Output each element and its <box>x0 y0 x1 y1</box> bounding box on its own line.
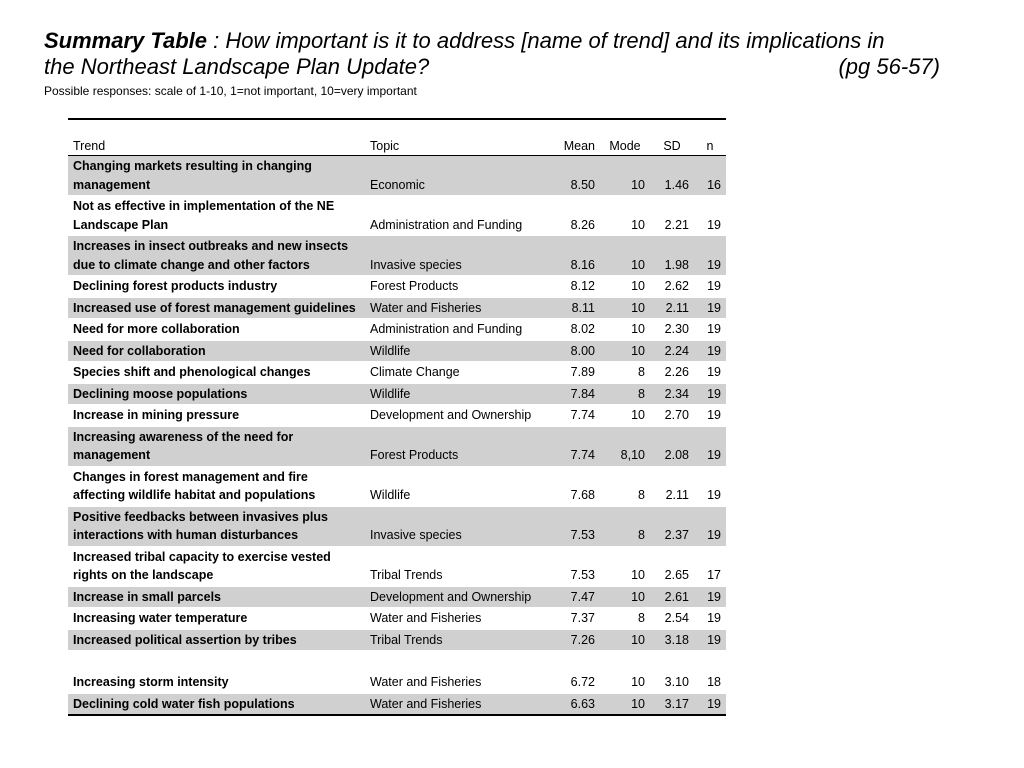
cell-topic: Administration and Funding <box>365 196 550 236</box>
cell-n: 19 <box>694 693 726 715</box>
cell-trend: Need for more collaboration <box>68 319 365 341</box>
cell-n: 19 <box>694 506 726 546</box>
cell-sd: 3.17 <box>650 693 694 715</box>
cell-n: 18 <box>694 672 726 694</box>
cell-n: 19 <box>694 319 726 341</box>
cell-topic: Water and Fisheries <box>365 693 550 715</box>
gap-cell <box>68 651 726 672</box>
table-row <box>68 156 726 196</box>
cell-trend: Species shift and phenological changes <box>68 362 365 384</box>
title-line-2 <box>44 54 940 80</box>
summary-table <box>68 118 726 716</box>
cell-n: 19 <box>694 196 726 236</box>
table-row <box>68 506 726 546</box>
cell-sd: 2.62 <box>650 276 694 298</box>
table-row <box>68 672 726 694</box>
column-header-topic: Topic <box>365 119 550 156</box>
table-row <box>68 693 726 715</box>
cell-sd: 2.65 <box>650 546 694 586</box>
cell-topic: Administration and Funding <box>365 319 550 341</box>
cell-mode: 10 <box>600 276 650 298</box>
table-row <box>68 319 726 341</box>
cell-mode: 10 <box>600 236 650 276</box>
cell-sd: 2.70 <box>650 405 694 427</box>
cell-trend: Increasing water temperature <box>68 608 365 630</box>
cell-mean: 6.72 <box>550 672 600 694</box>
table-row <box>68 362 726 384</box>
cell-n: 19 <box>694 236 726 276</box>
cell-topic: Water and Fisheries <box>365 672 550 694</box>
cell-topic: Wildlife <box>365 340 550 362</box>
cell-trend: Increase in small parcels <box>68 586 365 608</box>
cell-mean: 8.00 <box>550 340 600 362</box>
cell-mean: 7.37 <box>550 608 600 630</box>
title-question-continued: the Northeast Landscape Plan Update? <box>44 54 430 79</box>
cell-sd: 2.21 <box>650 196 694 236</box>
table-row <box>68 426 726 466</box>
cell-n: 19 <box>694 466 726 506</box>
cell-sd: 2.54 <box>650 608 694 630</box>
table-row <box>68 405 726 427</box>
cell-n: 19 <box>694 608 726 630</box>
cell-trend: Not as effective in implementation of the NE Landscape Plan <box>68 196 365 236</box>
cell-trend: Declining forest products industry <box>68 276 365 298</box>
cell-mode: 8 <box>600 506 650 546</box>
cell-n: 19 <box>694 426 726 466</box>
cell-mean: 8.12 <box>550 276 600 298</box>
cell-trend: Positive feedbacks between invasives plus interactions with human disturbances <box>68 506 365 546</box>
cell-mean: 8.50 <box>550 156 600 196</box>
cell-topic: Water and Fisheries <box>365 608 550 630</box>
table-row <box>68 629 726 651</box>
cell-mean: 8.11 <box>550 297 600 319</box>
cell-n: 19 <box>694 405 726 427</box>
table-row <box>68 608 726 630</box>
cell-topic: Economic <box>365 156 550 196</box>
cell-topic: Tribal Trends <box>365 629 550 651</box>
subtitle: Possible responses: scale of 1-10, 1=not important, 10=very important <box>44 84 417 98</box>
cell-mode: 8 <box>600 466 650 506</box>
cell-trend: Increased use of forest management guidelines <box>68 297 365 319</box>
cell-sd: 3.18 <box>650 629 694 651</box>
cell-sd: 2.61 <box>650 586 694 608</box>
table-row <box>68 383 726 405</box>
page-reference: (pg 56-57) <box>838 54 940 79</box>
cell-trend: Increased political assertion by tribes <box>68 629 365 651</box>
cell-sd: 2.30 <box>650 319 694 341</box>
cell-topic: Climate Change <box>365 362 550 384</box>
cell-n: 19 <box>694 383 726 405</box>
cell-sd: 1.98 <box>650 236 694 276</box>
summary-table-container <box>68 118 726 716</box>
cell-sd: 1.46 <box>650 156 694 196</box>
cell-trend: Need for collaboration <box>68 340 365 362</box>
cell-mode: 10 <box>600 340 650 362</box>
cell-mean: 7.74 <box>550 405 600 427</box>
cell-sd: 2.24 <box>650 340 694 362</box>
cell-n: 19 <box>694 297 726 319</box>
cell-mode: 8 <box>600 608 650 630</box>
cell-n: 19 <box>694 362 726 384</box>
table-row <box>68 276 726 298</box>
cell-mean: 6.63 <box>550 693 600 715</box>
cell-topic: Invasive species <box>365 506 550 546</box>
table-row <box>68 586 726 608</box>
cell-trend: Changing markets resulting in changing management <box>68 156 365 196</box>
table-row <box>68 236 726 276</box>
column-header-trend: Trend <box>68 119 365 156</box>
cell-mode: 8 <box>600 383 650 405</box>
cell-mean: 7.53 <box>550 506 600 546</box>
cell-mode: 10 <box>600 629 650 651</box>
cell-n: 19 <box>694 629 726 651</box>
cell-topic: Development and Ownership <box>365 586 550 608</box>
cell-topic: Wildlife <box>365 383 550 405</box>
cell-mode: 10 <box>600 319 650 341</box>
cell-mode: 10 <box>600 405 650 427</box>
column-header-n: n <box>694 119 726 156</box>
cell-n: 19 <box>694 276 726 298</box>
cell-topic: Forest Products <box>365 276 550 298</box>
table-header-row <box>68 119 726 156</box>
cell-topic: Wildlife <box>365 466 550 506</box>
table-row <box>68 340 726 362</box>
cell-mean: 7.74 <box>550 426 600 466</box>
cell-mode: 8 <box>600 362 650 384</box>
cell-mean: 7.84 <box>550 383 600 405</box>
title-bold: Summary Table <box>44 28 208 53</box>
table-row <box>68 546 726 586</box>
cell-mean: 8.26 <box>550 196 600 236</box>
cell-mean: 7.47 <box>550 586 600 608</box>
cell-mode: 10 <box>600 546 650 586</box>
cell-sd: 2.08 <box>650 426 694 466</box>
cell-mode: 10 <box>600 586 650 608</box>
cell-sd: 2.34 <box>650 383 694 405</box>
cell-n: 17 <box>694 546 726 586</box>
table-gap-row <box>68 651 726 672</box>
cell-topic: Water and Fisheries <box>365 297 550 319</box>
table-row <box>68 297 726 319</box>
cell-mode: 10 <box>600 693 650 715</box>
cell-mode: 10 <box>600 297 650 319</box>
cell-trend: Increased tribal capacity to exercise vested rights on the landscape <box>68 546 365 586</box>
cell-sd: 2.37 <box>650 506 694 546</box>
cell-trend: Declining cold water fish populations <box>68 693 365 715</box>
cell-mean: 7.68 <box>550 466 600 506</box>
cell-topic: Forest Products <box>365 426 550 466</box>
cell-mode: 8,10 <box>600 426 650 466</box>
cell-topic: Development and Ownership <box>365 405 550 427</box>
cell-topic: Invasive species <box>365 236 550 276</box>
cell-trend: Increases in insect outbreaks and new insects due to climate change and other factors <box>68 236 365 276</box>
table-body <box>68 156 726 716</box>
cell-trend: Increasing storm intensity <box>68 672 365 694</box>
cell-sd: 2.11 <box>650 466 694 506</box>
cell-trend: Increasing awareness of the need for management <box>68 426 365 466</box>
cell-mean: 8.16 <box>550 236 600 276</box>
cell-sd: 2.11 <box>650 297 694 319</box>
cell-trend: Declining moose populations <box>68 383 365 405</box>
cell-mean: 7.53 <box>550 546 600 586</box>
column-header-mode: Mode <box>600 119 650 156</box>
column-header-mean: Mean <box>550 119 600 156</box>
table-row <box>68 196 726 236</box>
cell-n: 16 <box>694 156 726 196</box>
table-row <box>68 466 726 506</box>
cell-mode: 10 <box>600 156 650 196</box>
cell-mean: 7.26 <box>550 629 600 651</box>
cell-sd: 2.26 <box>650 362 694 384</box>
cell-trend: Changes in forest management and fire affecting wildlife habitat and populations <box>68 466 365 506</box>
cell-mode: 10 <box>600 672 650 694</box>
column-header-sd: SD <box>650 119 694 156</box>
title-question: : How important is it to address [name of trend] and its implications in <box>207 28 885 53</box>
slide-header <box>44 28 940 99</box>
cell-n: 19 <box>694 586 726 608</box>
cell-trend: Increase in mining pressure <box>68 405 365 427</box>
title-line-1 <box>44 28 940 54</box>
cell-mean: 7.89 <box>550 362 600 384</box>
cell-n: 19 <box>694 340 726 362</box>
cell-topic: Tribal Trends <box>365 546 550 586</box>
cell-mode: 10 <box>600 196 650 236</box>
cell-mean: 8.02 <box>550 319 600 341</box>
cell-sd: 3.10 <box>650 672 694 694</box>
